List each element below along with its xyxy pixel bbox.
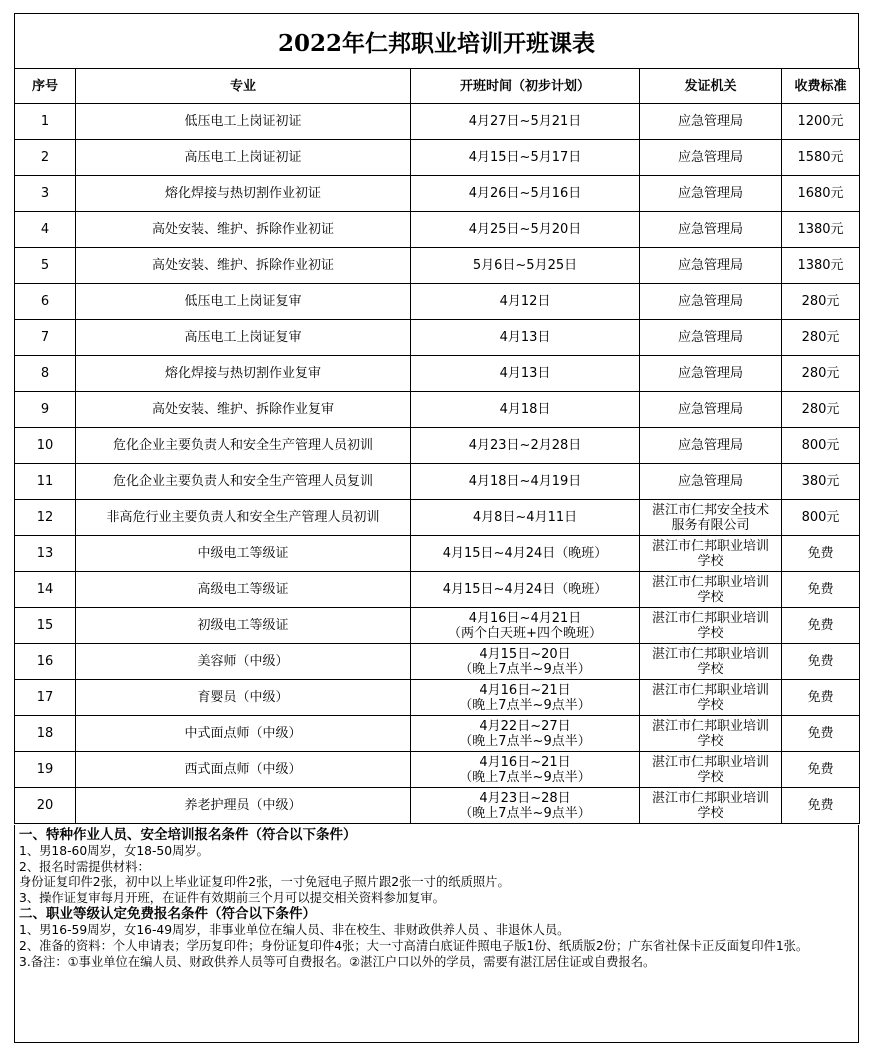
cell-major: 高压电工上岗证复审 — [76, 320, 411, 356]
cell-fee: 免费 — [782, 608, 860, 644]
notes-line: 2、准备的资料：个人申请表；学历复印件；身份证复印件4张；大一寸高清白底证件照电子版1份、纸质版2份；广东省社保卡正反面复印件1张。 — [19, 938, 809, 953]
cell-no: 16 — [15, 644, 76, 680]
page-title: 2022年仁邦职业培训开班课表 — [14, 13, 859, 68]
cell-major: 非高危行业主要负责人和安全生产管理人员初训 — [76, 500, 411, 536]
table-row — [15, 356, 860, 392]
notes-line: 1、男16-59周岁，女16-49周岁，非事业单位在编人员、非在校生、非财政供养人员 、非退休人员。 — [19, 923, 570, 938]
cell-authority-line: 学校 — [697, 769, 724, 785]
cell-authority — [640, 752, 782, 788]
cell-no: 11 — [15, 464, 76, 500]
cell-fee: 免费 — [782, 788, 860, 824]
cell-authority-line: 湛江市仁邦职业培训 — [651, 682, 769, 698]
cell-authority-line: 应急管理局 — [677, 150, 743, 165]
cell-authority-line: 湛江市仁邦职业培训 — [651, 574, 769, 590]
cell-authority — [640, 176, 782, 212]
cell-time — [411, 392, 640, 428]
cell-authority — [640, 788, 782, 824]
cell-major: 低压电工上岗证复审 — [76, 284, 411, 320]
cell-time — [411, 788, 640, 824]
cell-fee: 280元 — [782, 320, 860, 356]
cell-no: 18 — [15, 716, 76, 752]
cell-fee: 280元 — [782, 284, 860, 320]
cell-major: 高处安装、维护、拆除作业复审 — [76, 392, 411, 428]
cell-time-line: （晚上7点半~9点半） — [459, 661, 591, 677]
cell-authority-line: 湛江市仁邦职业培训 — [651, 754, 769, 770]
notes-line: 1、男18-60周岁，女18-50周岁。 — [19, 844, 209, 858]
cell-authority — [640, 536, 782, 572]
cell-no: 15 — [15, 608, 76, 644]
cell-time-line: 4月23日~28日 — [479, 790, 571, 806]
cell-fee: 280元 — [782, 392, 860, 428]
cell-time-line: 4月15日~4月24日（晚班） — [442, 582, 608, 597]
cell-time — [411, 536, 640, 572]
cell-time — [411, 212, 640, 248]
notes-heading: 一、特种作业人员、安全培训报名条件（符合以下条件） — [19, 827, 357, 843]
table-row — [15, 536, 860, 572]
cell-time-line: 4月8日~4月11日 — [472, 510, 578, 525]
cell-time — [411, 500, 640, 536]
cell-fee: 免费 — [782, 680, 860, 716]
table-row — [15, 104, 860, 140]
cell-time-line: 4月18日~4月19日 — [468, 474, 582, 489]
cell-time-line: 4月18日 — [499, 402, 551, 417]
header-no: 序号 — [15, 69, 76, 104]
cell-authority-line: 湛江市仁邦安全技术 — [651, 502, 769, 518]
cell-authority-line: 服务有限公司 — [671, 517, 750, 533]
cell-no: 6 — [15, 284, 76, 320]
cell-time — [411, 608, 640, 644]
cell-major: 熔化焊接与热切割作业初证 — [76, 176, 411, 212]
cell-authority-line: 应急管理局 — [677, 114, 743, 129]
cell-authority-line: 应急管理局 — [677, 402, 743, 417]
cell-authority-line: 应急管理局 — [677, 222, 743, 237]
cell-time — [411, 320, 640, 356]
table-header-row — [15, 69, 860, 104]
cell-authority-line: 应急管理局 — [677, 474, 743, 489]
cell-authority-line: 学校 — [697, 661, 724, 677]
cell-authority — [640, 464, 782, 500]
cell-no: 9 — [15, 392, 76, 428]
cell-authority — [640, 500, 782, 536]
cell-major: 西式面点师（中级） — [76, 752, 411, 788]
table-row — [15, 500, 860, 536]
cell-authority-line: 学校 — [697, 625, 724, 641]
cell-major: 初级电工等级证 — [76, 608, 411, 644]
cell-time — [411, 716, 640, 752]
cell-fee: 1200元 — [782, 104, 860, 140]
cell-authority — [640, 608, 782, 644]
cell-time-line: 4月26日~5月16日 — [468, 186, 582, 201]
registration-notes — [14, 825, 859, 1043]
cell-major: 育婴员（中级） — [76, 680, 411, 716]
cell-fee: 1380元 — [782, 212, 860, 248]
table-row — [15, 572, 860, 608]
table-row — [15, 320, 860, 356]
cell-time — [411, 356, 640, 392]
cell-authority-line: 学校 — [697, 733, 724, 749]
cell-major: 养老护理员（中级） — [76, 788, 411, 824]
header-authority: 发证机关 — [640, 69, 782, 104]
table-body — [15, 104, 860, 824]
table-row — [15, 428, 860, 464]
cell-authority-line: 应急管理局 — [677, 258, 743, 273]
cell-time — [411, 428, 640, 464]
cell-time — [411, 752, 640, 788]
cell-fee: 免费 — [782, 752, 860, 788]
cell-authority — [640, 140, 782, 176]
table-row — [15, 284, 860, 320]
cell-time — [411, 644, 640, 680]
table-row — [15, 392, 860, 428]
cell-authority — [640, 428, 782, 464]
cell-no: 4 — [15, 212, 76, 248]
cell-authority — [640, 572, 782, 608]
cell-fee: 1380元 — [782, 248, 860, 284]
cell-authority — [640, 320, 782, 356]
header-time: 开班时间（初步计划） — [411, 69, 640, 104]
cell-fee: 380元 — [782, 464, 860, 500]
cell-fee: 800元 — [782, 500, 860, 536]
cell-authority-line: 应急管理局 — [677, 438, 743, 453]
table-row — [15, 464, 860, 500]
cell-fee: 280元 — [782, 356, 860, 392]
cell-authority — [640, 356, 782, 392]
cell-authority — [640, 248, 782, 284]
cell-authority — [640, 284, 782, 320]
cell-time-line: （晚上7点半~9点半） — [459, 769, 591, 785]
cell-authority-line: 学校 — [697, 553, 724, 569]
cell-no: 12 — [15, 500, 76, 536]
cell-fee: 免费 — [782, 572, 860, 608]
cell-authority — [640, 392, 782, 428]
schedule-table — [14, 68, 860, 824]
cell-major: 中式面点师（中级） — [76, 716, 411, 752]
cell-time-line: 4月27日~5月21日 — [468, 114, 582, 129]
cell-fee: 免费 — [782, 536, 860, 572]
cell-no: 7 — [15, 320, 76, 356]
cell-major: 危化企业主要负责人和安全生产管理人员复训 — [76, 464, 411, 500]
cell-no: 19 — [15, 752, 76, 788]
cell-time — [411, 140, 640, 176]
schedule-sheet — [14, 13, 859, 1043]
cell-authority-line: 湛江市仁邦职业培训 — [651, 538, 769, 554]
cell-no: 10 — [15, 428, 76, 464]
cell-major: 中级电工等级证 — [76, 536, 411, 572]
table-row — [15, 248, 860, 284]
cell-major: 危化企业主要负责人和安全生产管理人员初训 — [76, 428, 411, 464]
cell-authority-line: 应急管理局 — [677, 294, 743, 309]
header-major: 专业 — [76, 69, 411, 104]
cell-fee: 1580元 — [782, 140, 860, 176]
notes-line: 2、报名时需提供材料： — [19, 859, 150, 874]
cell-time — [411, 572, 640, 608]
notes-line: 身份证复印件2张，初中以上毕业证复印件2张，一寸免冠电子照片跟2张一寸的纸质照片。 — [19, 875, 510, 890]
cell-time-line: 5月6日~5月25日 — [472, 258, 578, 273]
cell-no: 1 — [15, 104, 76, 140]
cell-no: 17 — [15, 680, 76, 716]
cell-major: 高级电工等级证 — [76, 572, 411, 608]
table-row — [15, 680, 860, 716]
cell-time-line: 4月13日 — [499, 366, 551, 381]
cell-authority-line: 湛江市仁邦职业培训 — [651, 790, 769, 806]
cell-fee: 1680元 — [782, 176, 860, 212]
cell-authority — [640, 212, 782, 248]
cell-major: 高处安装、维护、拆除作业初证 — [76, 212, 411, 248]
cell-no: 20 — [15, 788, 76, 824]
cell-time — [411, 176, 640, 212]
cell-fee: 800元 — [782, 428, 860, 464]
cell-time-line: 4月15日~5月17日 — [468, 150, 582, 165]
cell-time-line: （晚上7点半~9点半） — [459, 697, 591, 713]
table-row — [15, 644, 860, 680]
cell-time — [411, 464, 640, 500]
cell-major: 高处安装、维护、拆除作业初证 — [76, 248, 411, 284]
cell-authority-line: 学校 — [697, 697, 724, 713]
notes-line: 3.备注：①事业单位在编人员、财政供养人员等可自费报名。②湛江户口以外的学员，需要有湛江居住证或自费报名。 — [19, 954, 656, 969]
cell-major: 低压电工上岗证初证 — [76, 104, 411, 140]
table-row — [15, 716, 860, 752]
cell-authority — [640, 680, 782, 716]
cell-time-line: 4月16日~21日 — [479, 682, 571, 698]
cell-major: 熔化焊接与热切割作业复审 — [76, 356, 411, 392]
cell-authority-line: 应急管理局 — [677, 366, 743, 381]
table-row — [15, 176, 860, 212]
cell-no: 3 — [15, 176, 76, 212]
cell-no: 5 — [15, 248, 76, 284]
cell-time — [411, 284, 640, 320]
cell-time-line: 4月13日 — [499, 330, 551, 345]
cell-time — [411, 248, 640, 284]
cell-time — [411, 104, 640, 140]
cell-authority-line: 湛江市仁邦职业培训 — [651, 646, 769, 662]
cell-authority-line: 学校 — [697, 805, 724, 821]
table-row — [15, 140, 860, 176]
cell-time-line: 4月12日 — [499, 294, 551, 309]
cell-authority — [640, 644, 782, 680]
cell-time-line: （两个白天班+四个晚班） — [448, 625, 602, 641]
cell-major: 高压电工上岗证初证 — [76, 140, 411, 176]
cell-authority-line: 学校 — [697, 589, 724, 605]
cell-no: 8 — [15, 356, 76, 392]
table-row — [15, 212, 860, 248]
cell-no: 14 — [15, 572, 76, 608]
cell-fee: 免费 — [782, 716, 860, 752]
cell-time-line: 4月16日~21日 — [479, 754, 571, 770]
header-fee: 收费标准 — [782, 69, 860, 104]
cell-authority-line: 应急管理局 — [677, 186, 743, 201]
notes-heading: 二、职业等级认定免费报名条件（符合以下条件） — [19, 906, 316, 923]
notes-line: 3、操作证复审每月开班，在证件有效期前三个月可以提交相关资料参加复审。 — [19, 890, 445, 905]
cell-time-line: 4月22日~27日 — [479, 718, 571, 734]
cell-time-line: 4月23日~2月28日 — [468, 438, 582, 453]
cell-time-line: 4月15日~4月24日（晚班） — [442, 546, 608, 561]
cell-time — [411, 680, 640, 716]
cell-time-line: 4月25日~5月20日 — [468, 222, 582, 237]
cell-time-line: 4月16日~4月21日 — [468, 610, 582, 626]
cell-no: 13 — [15, 536, 76, 572]
cell-no: 2 — [15, 140, 76, 176]
cell-authority — [640, 104, 782, 140]
cell-authority-line: 湛江市仁邦职业培训 — [651, 718, 769, 734]
table-row — [15, 788, 860, 824]
cell-fee: 免费 — [782, 644, 860, 680]
cell-authority-line: 湛江市仁邦职业培训 — [651, 610, 769, 626]
cell-major: 美容师（中级） — [76, 644, 411, 680]
table-row — [15, 608, 860, 644]
cell-time-line: （晚上7点半~9点半） — [459, 805, 591, 821]
cell-time-line: （晚上7点半~9点半） — [459, 733, 591, 749]
cell-authority-line: 应急管理局 — [677, 330, 743, 345]
cell-time-line: 4月15日~20日 — [479, 646, 571, 662]
cell-authority — [640, 716, 782, 752]
table-row — [15, 752, 860, 788]
